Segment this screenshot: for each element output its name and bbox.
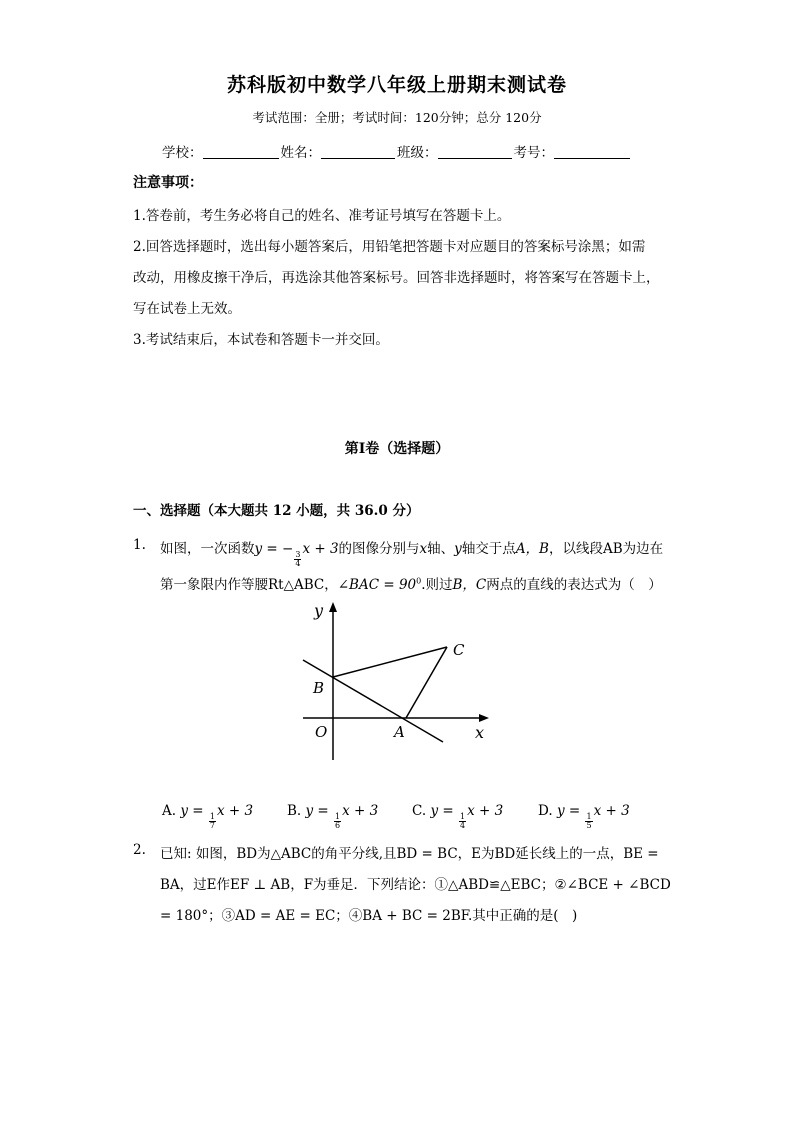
q1-x-var: x [419, 541, 428, 557]
y-axis-arrow [329, 602, 337, 612]
label-y: y [314, 601, 324, 620]
option-lhs: y = [556, 803, 581, 819]
label-b: B [313, 679, 325, 697]
q1-option-d[interactable] [538, 803, 630, 830]
option-frac-num: 1 [459, 812, 466, 821]
question-1-figure [295, 598, 495, 768]
option-rest: x + 3 [593, 803, 630, 819]
notice-item-2-line-1: 2.回答选择题时，选出每小题答案后，用铅笔把答题卡对应题目的答案标号涂黑；如需 [133, 239, 646, 255]
section-title: 第Ⅰ卷（选择题） [344, 441, 450, 457]
q1-eq-rest: x + 3 [302, 541, 339, 557]
q1-text-c: 轴、 [427, 541, 455, 557]
question-1-line-1 [160, 537, 663, 568]
option-fraction [334, 813, 341, 830]
q1-frac-den: 4 [295, 559, 301, 568]
notice-item-3: 3.考试结束后，本试卷和答题卡一并交回。 [133, 332, 389, 348]
option-letter: C. [412, 803, 427, 819]
notice-heading: 注意事项： [133, 175, 203, 191]
class-blank[interactable] [438, 145, 512, 159]
segment-ca [406, 647, 447, 718]
option-lhs: y = [180, 803, 204, 819]
option-letter: D. [538, 803, 553, 819]
page-title: 苏科版初中数学八年级上册期末测试卷 [226, 74, 567, 96]
question-2-line-3: = 180°；③AD = AE = EC；④BA + BC = 2BF.其中正确的是( ) [160, 908, 578, 924]
student-info-line [162, 141, 632, 161]
exam-subtitle: 考试范围：全册；考试时间：120分钟；总分 120分 [252, 110, 542, 125]
segment-bc [333, 647, 447, 677]
option-frac-den: 6 [335, 821, 341, 830]
q1-eq-lhs: y = − [254, 541, 294, 557]
q1-y-var: y [454, 541, 462, 557]
q1-option-b[interactable] [287, 803, 378, 830]
option-frac-num: 1 [335, 812, 341, 821]
option-fraction [459, 813, 466, 830]
school-blank[interactable] [203, 145, 279, 159]
label-o: O [315, 723, 328, 741]
option-rest: x + 3 [216, 803, 254, 819]
q1-points-bc: B，C [452, 577, 487, 593]
q1-eq-fraction [294, 551, 301, 568]
label-a: A [394, 723, 405, 741]
option-frac-den: 7 [209, 821, 215, 830]
q1-text-d: 轴交于点 [461, 541, 516, 557]
question-1-line-2 [160, 573, 662, 593]
label-c: C [453, 641, 465, 659]
name-label: 姓名： [280, 145, 321, 161]
notice-item-2-line-3: 写在试卷上无效。 [133, 301, 241, 317]
option-letter: A. [162, 803, 177, 819]
question-1-number: 1. [133, 537, 146, 553]
option-frac-num: 1 [209, 812, 215, 821]
question-2-number: 2. [133, 842, 146, 858]
question-2-line-2: BA，过E作EF ⊥ AB，F为垂足．下列结论：①△ABD≌△EBC；②∠BCE + ∠BCD [160, 877, 671, 893]
question-2-line-1: 已知: 如图，BD为△ABC的角平分线,且BD = BC，E为BD延长线上的一点，BE = [160, 846, 659, 862]
option-frac-num: 1 [586, 812, 592, 821]
q1-degree: 0 [416, 576, 422, 586]
q1-angle: ∠BAC = 90 [337, 577, 417, 593]
option-fraction [585, 813, 592, 830]
q1-option-a[interactable] [162, 803, 253, 830]
q1-option-c[interactable] [412, 803, 503, 830]
q1-text-f: 第一象限内作等腰Rt△ABC， [160, 577, 338, 593]
section-heading: 一、选择题（本大题共 12 小题，共 36.0 分） [133, 503, 420, 519]
q1-text-g: .则过 [421, 577, 453, 593]
option-frac-den: 5 [586, 821, 592, 830]
q1-text-a: 如图，一次函数 [160, 541, 255, 557]
notice-item-1: 1.答卷前，考生务必将自己的姓名、准考证号填写在答题卡上。 [133, 208, 511, 224]
option-frac-den: 4 [459, 821, 466, 830]
q1-text-h: 两点的直线的表达式为（ ） [486, 577, 662, 593]
name-blank[interactable] [321, 145, 395, 159]
option-rest: x + 3 [342, 803, 379, 819]
exam-number-blank[interactable] [554, 145, 630, 159]
option-lhs: y = [430, 803, 454, 819]
class-label: 班级： [397, 145, 438, 161]
option-fraction [209, 813, 216, 830]
label-x: x [475, 723, 485, 742]
option-rest: x + 3 [467, 803, 504, 819]
x-axis-arrow [479, 714, 489, 722]
q1-text-e: ，以线段AB为边在 [548, 541, 664, 557]
option-letter: B. [287, 803, 302, 819]
exam-number-label: 考号： [513, 145, 554, 161]
option-lhs: y = [305, 803, 329, 819]
q1-points-ab: A，B [515, 541, 549, 557]
q1-text-b: 的图像分别与 [338, 541, 420, 557]
q1-frac-num: 3 [295, 550, 301, 559]
notice-item-2-line-2: 改动，用橡皮擦干净后，再选涂其他答案标号。回答非选择题时，将答案写在答题卡上， [133, 270, 660, 286]
school-label: 学校： [162, 145, 203, 161]
